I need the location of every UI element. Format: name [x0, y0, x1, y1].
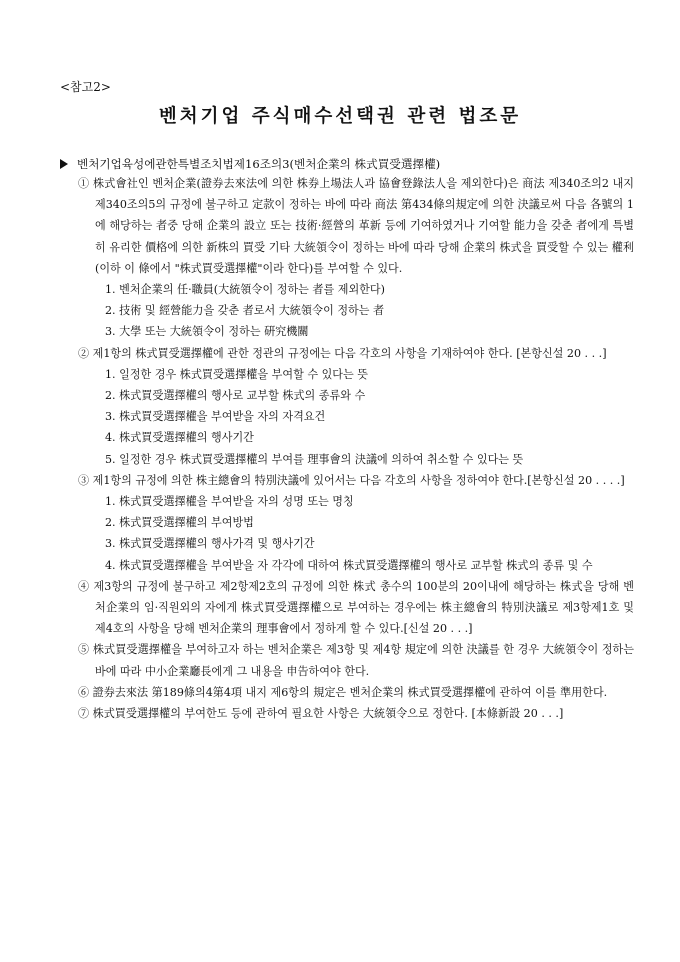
- list-item: 1. 株式買受選擇權을 부여받을 자의 성명 또는 명칭: [105, 495, 354, 509]
- paragraph-text: ⑦ 株式買受選擇權의 부여한도 등에 관하여 필요한 사항은 大統領令으로 정한다. [本條新設 20 . . .]: [78, 707, 564, 721]
- list-item: 2. 技術 및 經營能力을 갖춘 者로서 大統領令이 정하는 者: [105, 304, 385, 318]
- paragraph-text: ⑤ 株式買受選擇權을 부여하고자 하는 벤처企業은 제3항 및 제4항 規定에 의한 決議를 한 경우 大統領令이 정하는 바에 따라 中小企業廳長에게 그 내용을 申告하여야 한다.: [78, 643, 634, 678]
- paragraph-text: ④ 제3항의 규정에 불구하고 제2항제2호의 규정에 의한 株式 총수의 100분의 20이내에 해당하는 株式을 당해 벤처企業의 임·직원외의 자에게 株式買受選擇權으로 부여하는 경우에는 株主總會의 特別決議로 제3항제1호 및 제4호의 사항을 당해 벤처企業의 理事會에서 정하게 할 수 있다.[신설 20 . . .]: [78, 579, 634, 636]
- list-item: 4. 株式買受選擇權의 행사기간: [105, 431, 254, 445]
- paragraph-text: ① 株式會社인 벤처企業(證券去來法에 의한 株券上場法人과 協會登錄法人을 제외한다)은 商法 제340조의2 내지 제340조의5의 규정에 불구하고 定款이 정하는 바에 따라 商法 第434條의規定에 의한 決議로써 다음 各號의 1에 해당하는 者중 당해 企業의 設立 또는 技術·經營의 革新 등에 기여하였거나 기여할 能力을 갖춘 者에게 특별히 유리한 價格에 의한 新株의 買受 기타 大統領令이 정하는 바에 따라 당해 企業의 株式을 買受할 수 있는 權利(이하 이 條에서 "株式買受選擇權"이라 한다)를 부여할 수 있다.: [78, 177, 634, 275]
- paragraph-5: [78, 639, 634, 681]
- law-article-heading: [60, 156, 440, 172]
- list-item: 3. 株式買受選擇權의 행사가격 및 행사기간: [105, 537, 315, 551]
- list-item: 2. 株式買受選擇權의 행사로 교부할 株式의 종류와 수: [105, 389, 366, 403]
- document-title: 벤처기업 주식매수선택권 관련 법조문: [158, 106, 522, 127]
- paragraph-text: ③ 제1항의 규정에 의한 株主總會의 特別決議에 있어서는 다음 각호의 사항을 정하여야 한다.[본항신설 20 . . . .]: [78, 473, 625, 487]
- paragraph-4: [78, 576, 634, 640]
- paragraph-text: ② 제1항의 株式買受選擇權에 관한 정관의 규정에는 다음 각호의 사항을 기재하여야 한다. [본항신설 20 . . .]: [78, 346, 607, 360]
- list-item: 5. 일정한 경우 株式買受選擇權의 부여를 理事會의 決議에 의하여 취소할 수 있다는 뜻: [105, 452, 524, 466]
- paragraph-1: [78, 173, 634, 343]
- list-item: 1. 일정한 경우 株式買受選擇權을 부여할 수 있다는 뜻: [105, 367, 368, 381]
- reference-label: <참고2>: [60, 80, 111, 94]
- law-article-heading-text: 벤처기업육성에관한특별조치법제16조의3(벤처企業의 株式買受選擇權): [77, 157, 441, 171]
- triangle-bullet-icon: [60, 159, 68, 169]
- article-body: [78, 173, 634, 724]
- list-item: 3. 大學 또는 大統領令이 정하는 硏究機關: [105, 325, 309, 339]
- list-item: 2. 株式買受選擇權의 부여방법: [105, 516, 254, 530]
- list-item: 1. 벤처企業의 任·職員(大統領令이 정하는 者를 제외한다): [105, 283, 385, 297]
- paragraph-3: [78, 470, 634, 576]
- paragraph-text: ⑥ 證券去來法 第189條의4第4項 내지 제6항의 規定은 벤처企業의 株式買受選擇權에 관하여 이를 準用한다.: [78, 685, 608, 699]
- list-item: 3. 株式買受選擇權을 부여받을 자의 자격요건: [105, 410, 326, 424]
- list-item: 4. 株式買受選擇權을 부여받을 자 각각에 대하여 株式買受選擇權의 행사로 교부할 株式의 종류 및 수: [105, 558, 593, 572]
- paragraph-6: [78, 682, 634, 703]
- paragraph-2: [78, 343, 634, 470]
- paragraph-7: [78, 703, 634, 724]
